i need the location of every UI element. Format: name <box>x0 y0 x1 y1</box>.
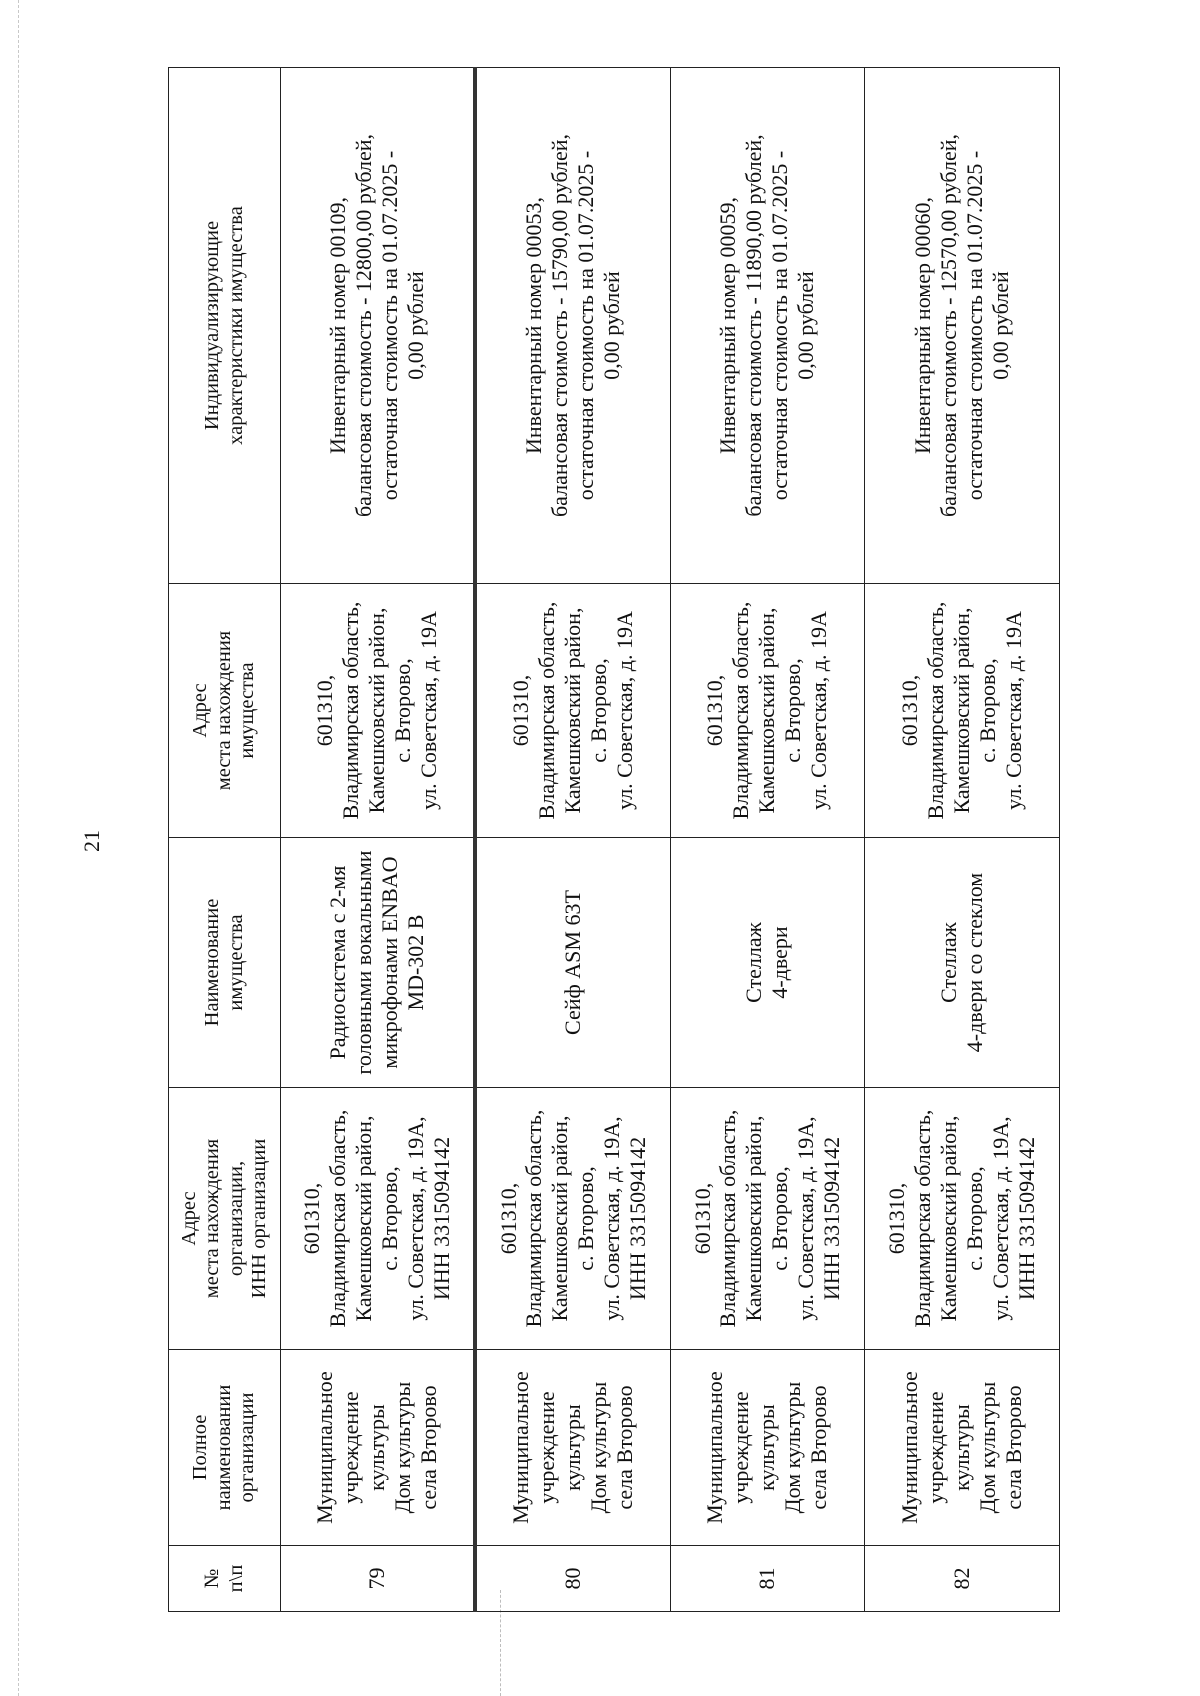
cell-text-line: п\п <box>224 1564 247 1593</box>
row-number-cell: 81 <box>670 1546 865 1612</box>
cell-text-line: Муниципальное <box>897 1371 923 1524</box>
cell-text-line: Владимирская область, <box>325 1109 351 1328</box>
cell-text-line: имущества <box>236 662 259 759</box>
cell-text-line: организации <box>236 1392 259 1503</box>
cell-text-line: Владимирская область, <box>715 1109 741 1328</box>
table-row <box>865 68 1060 1612</box>
cell-text-line: Дом культуры <box>780 1381 806 1514</box>
cell-text-line: 601310, <box>495 1182 521 1255</box>
cell-text-line: Адрес <box>189 683 212 738</box>
cell-text-line: ИНН 3315094142 <box>625 1136 651 1301</box>
cell-text-line: 601310, <box>312 674 338 747</box>
cell-text-line: Муниципальное <box>312 1371 338 1524</box>
cell-text-line: микрофонами ENBAO <box>377 856 403 1069</box>
property-table <box>168 67 1060 1612</box>
cell-text-line: остаточная стоимость на 01.07.2025 - <box>962 150 988 501</box>
cell-text-line: с. Второво, <box>390 658 416 763</box>
cell-text-line: с. Второво, <box>975 658 1001 763</box>
cell-text-line: Стеллаж <box>741 922 767 1003</box>
cell-text-line: остаточная стоимость на 01.07.2025 - <box>377 150 403 501</box>
cell-text-line: Камешковский район, <box>949 607 975 814</box>
property-name-cell <box>475 838 670 1088</box>
cell-text-line: Владимирская область, <box>338 601 364 820</box>
cell-text-line: учреждение <box>923 1391 949 1504</box>
cell-text-line: Радиосистема с 2-мя <box>325 865 351 1060</box>
cell-text-line: 4-двери <box>767 926 793 999</box>
row-number-cell: 82 <box>865 1546 1060 1612</box>
cell-text-line: ул. Советская, д. 19А, <box>793 1116 819 1321</box>
cell-text-line: Инвентарный номер 00059, <box>715 197 741 454</box>
property-address-cell <box>475 584 670 838</box>
cell-text-line: 601310, <box>884 1182 910 1255</box>
table-row <box>475 68 670 1612</box>
cell-text-line: культуры <box>364 1404 390 1491</box>
property-address-cell <box>670 584 865 838</box>
row-number-cell: 79 <box>281 1546 476 1612</box>
cell-text-line: культуры <box>754 1404 780 1491</box>
cell-text-line: 601310, <box>702 674 728 747</box>
characteristics-cell <box>475 68 670 584</box>
org-name-cell <box>281 1350 476 1546</box>
header-cell-property-address <box>169 584 281 838</box>
cell-text-line: с. Второво, <box>767 1166 793 1271</box>
cell-text-line: 0,00 рублей <box>403 271 429 380</box>
cell-text-line: 601310, <box>897 674 923 747</box>
table-row <box>670 68 865 1612</box>
property-address-cell <box>281 584 476 838</box>
cell-text-line: ул. Советская, д. 19А <box>1001 611 1027 810</box>
cell-text-line: ИНН 3315094142 <box>1014 1136 1040 1301</box>
cell-text-line: Адрес <box>177 1191 200 1246</box>
cell-text-line: Полное <box>189 1414 212 1481</box>
cell-text-line: села Второво <box>416 1385 442 1510</box>
row-number-cell: 80 <box>475 1546 670 1612</box>
cell-text-line: 601310, <box>689 1182 715 1255</box>
cell-text-line: 0,00 рублей <box>793 271 819 380</box>
cell-text-line: балансовая стоимость - 11890,00 рублей, <box>741 134 767 517</box>
cell-text-line: № <box>201 1568 224 1589</box>
property-name-cell <box>865 838 1060 1088</box>
header-cell-org-name <box>169 1350 281 1546</box>
table-row <box>281 68 476 1612</box>
cell-text-line: Владимирская область, <box>521 1109 547 1328</box>
cell-text-line: характеристики имущества <box>224 206 247 445</box>
cell-text-line: Дом культуры <box>586 1381 612 1514</box>
header-cell-characteristics <box>169 68 281 584</box>
cell-text-line: Муниципальное <box>702 1371 728 1524</box>
cell-text-line: Инвентарный номер 00060, <box>910 197 936 454</box>
cell-text-line: Муниципальное <box>508 1371 534 1524</box>
binding-margin-rule <box>18 0 19 1696</box>
cell-text-line: ул. Советская, д. 19А <box>416 611 442 810</box>
property-address-cell <box>865 584 1060 838</box>
characteristics-cell <box>865 68 1060 584</box>
header-cell-property-name <box>169 838 281 1088</box>
cell-text-line: Камешковский район, <box>351 1115 377 1322</box>
cell-text-line: 0,00 рублей <box>988 271 1014 380</box>
cell-text-line: с. Второво, <box>780 658 806 763</box>
cell-text-line: Камешковский район, <box>547 1115 573 1322</box>
cell-text-line: 601310, <box>508 674 534 747</box>
cell-text-line: Дом культуры <box>390 1381 416 1514</box>
org-name-cell <box>670 1350 865 1546</box>
cell-text-line: Владимирская область, <box>534 601 560 820</box>
cell-text-line: имущества <box>224 914 247 1011</box>
cell-text-line: с. Второво, <box>962 1166 988 1271</box>
cell-text-line: Сейф ASM 63T <box>560 890 586 1035</box>
cell-text-line: Владимирская область, <box>923 601 949 820</box>
cell-text-line: Камешковский район, <box>936 1115 962 1322</box>
cell-text-line: ИНН организации <box>247 1138 270 1299</box>
cell-text-line: наименовании <box>212 1384 235 1511</box>
cell-text-line: Индивидуализирующие <box>201 220 224 431</box>
cell-text-line: ул. Советская, д. 19А, <box>599 1116 625 1321</box>
cell-text-line: учреждение <box>338 1391 364 1504</box>
cell-text-line: места нахождения <box>212 630 235 791</box>
cell-text-line: ул. Советская, д. 19А, <box>988 1116 1014 1321</box>
cell-text-line: Инвентарный номер 00109, <box>325 197 351 454</box>
org-address-cell <box>670 1088 865 1350</box>
cell-text-line: 0,00 рублей <box>599 271 625 380</box>
cell-text-line: ИНН 3315094142 <box>819 1136 845 1301</box>
header-cell-org-address <box>169 1088 281 1350</box>
org-name-cell <box>865 1350 1060 1546</box>
cell-text-line: остаточная стоимость на 01.07.2025 - <box>767 150 793 501</box>
cell-text-line: культуры <box>560 1404 586 1491</box>
cell-text-line: головными вокальными <box>351 850 377 1075</box>
page-number-text: 21 <box>79 830 104 852</box>
cell-text-line: балансовая стоимость - 12570,00 рублей, <box>936 133 962 518</box>
cell-text-line: с. Второво, <box>586 658 612 763</box>
cell-text-line: Камешковский район, <box>560 607 586 814</box>
cell-text-line: Камешковский район, <box>754 607 780 814</box>
table-body <box>281 68 1060 1612</box>
page-number <box>80 816 104 866</box>
cell-text-line: с. Второво, <box>573 1166 599 1271</box>
table-header-row <box>169 68 281 1612</box>
cell-text-line: MD-302 B <box>403 914 429 1011</box>
cell-text-line: Стеллаж <box>936 922 962 1003</box>
org-name-cell <box>475 1350 670 1546</box>
cell-text-line: ул. Советская, д. 19А, <box>403 1116 429 1321</box>
cell-text-line: Владимирская область, <box>910 1109 936 1328</box>
cell-text-line: села Второво <box>612 1385 638 1510</box>
header-cell-num <box>169 1546 281 1612</box>
cell-text-line: ул. Советская, д. 19А <box>612 611 638 810</box>
cell-text-line: Наименование <box>201 898 224 1027</box>
property-name-cell <box>281 838 476 1088</box>
cell-text-line: места нахождения <box>201 1138 224 1299</box>
cell-text-line: учреждение <box>534 1391 560 1504</box>
property-name-cell <box>670 838 865 1088</box>
rotated-table-wrapper <box>168 68 1060 1612</box>
org-address-cell <box>475 1088 670 1350</box>
cell-text-line: ул. Советская, д. 19А <box>806 611 832 810</box>
characteristics-cell <box>670 68 865 584</box>
cell-text-line: 601310, <box>299 1182 325 1255</box>
cell-text-line: балансовая стоимость - 12800,00 рублей, <box>351 133 377 518</box>
cell-text-line: балансовая стоимость - 15790,00 рублей, <box>547 133 573 518</box>
cell-text-line: Инвентарный номер 00053, <box>521 197 547 454</box>
cell-text-line: остаточная стоимость на 01.07.2025 - <box>573 150 599 501</box>
cell-text-line: Камешковский район, <box>364 607 390 814</box>
cell-text-line: села Второво <box>1001 1385 1027 1510</box>
cell-text-line: с. Второво, <box>377 1166 403 1271</box>
cell-text-line: села Второво <box>806 1385 832 1510</box>
org-address-cell <box>865 1088 1060 1350</box>
cell-text-line: Владимирская область, <box>728 601 754 820</box>
cell-text-line: Камешковский район, <box>741 1115 767 1322</box>
cell-text-line: 4-двери со стеклом <box>962 872 988 1053</box>
cell-text-line: организации, <box>224 1160 247 1277</box>
characteristics-cell <box>281 68 476 584</box>
cell-text-line: культуры <box>949 1404 975 1491</box>
org-address-cell <box>281 1088 476 1350</box>
cell-text-line: учреждение <box>728 1391 754 1504</box>
cell-text-line: Дом культуры <box>975 1381 1001 1514</box>
cell-text-line: ИНН 3315094142 <box>429 1136 455 1301</box>
